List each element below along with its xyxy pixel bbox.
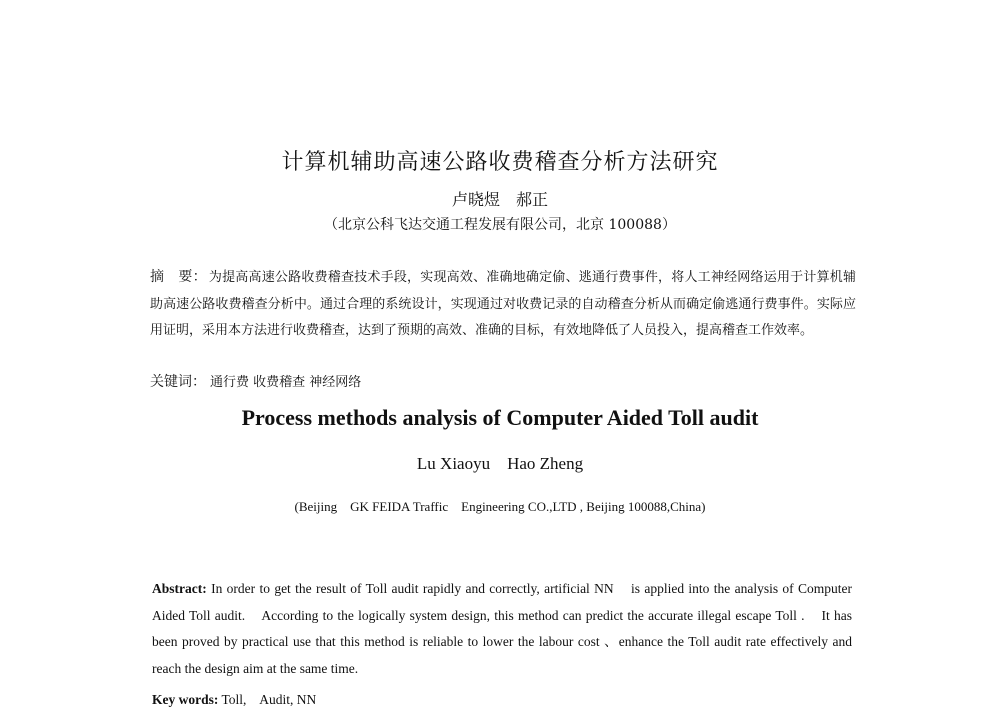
abstract-label-chinese: 摘 要： — [150, 269, 207, 285]
keywords-text-english: Toll, Audit, NN — [218, 692, 317, 707]
keywords-label-chinese: 关键词： — [150, 374, 206, 390]
authors-chinese: 卢晓煜 郝正 — [451, 190, 548, 209]
abstract-text-chinese: 为提高高速公路收费稽查技术手段，实现高效、准确地确定偷、逃通行费事件，将人工神经网络运用于计算机辅助高速公路收费稽查分析中。通过合理的系统设计，实现通过对收费记录的自动稽查分析从而确定偷逃通行费事件。实际应用证明，采用本方法进行收费稽查，达到了预期的高效、准确的目标，有效地降低了人员投入，提高稽查工作效率。 — [150, 270, 856, 338]
abstract-english — [152, 576, 856, 682]
abstract-label-english: Abstract: — [152, 581, 207, 596]
keywords-english — [152, 692, 316, 708]
abstract-chinese — [150, 264, 856, 345]
keywords-chinese — [150, 370, 361, 395]
abstract-text-english: In order to get the result of Toll audit rapidly and correctly, artificial NN is applied into the analysis of Computer Aided Toll audit. According to the logically system design, this method can predict the accurate illegal escape Toll . It has been proved by practical use that this method is reliable to lower the labour cost 、enhance the Toll audit rate effectively and reach the design aim at the same time. — [152, 581, 856, 676]
paper-title-english: Process methods analysis of Computer Aided Toll audit — [241, 405, 759, 430]
keywords-text-chinese: 通行费 收费稽查 神经网络 — [210, 375, 362, 390]
affiliation-english: (Beijing GK FEIDA Traffic Engineering CO.,LTD , Beijing 100088,China) — [294, 499, 706, 514]
paper-title-chinese: 计算机辅助高速公路收费稽查分析方法研究 — [281, 150, 719, 175]
affiliation-chinese: （北京公科飞达交通工程发展有限公司，北京 100088） — [324, 217, 676, 233]
authors-english: Lu Xiaoyu Hao Zheng — [416, 454, 584, 473]
keywords-label-english: Key words: — [152, 692, 219, 707]
